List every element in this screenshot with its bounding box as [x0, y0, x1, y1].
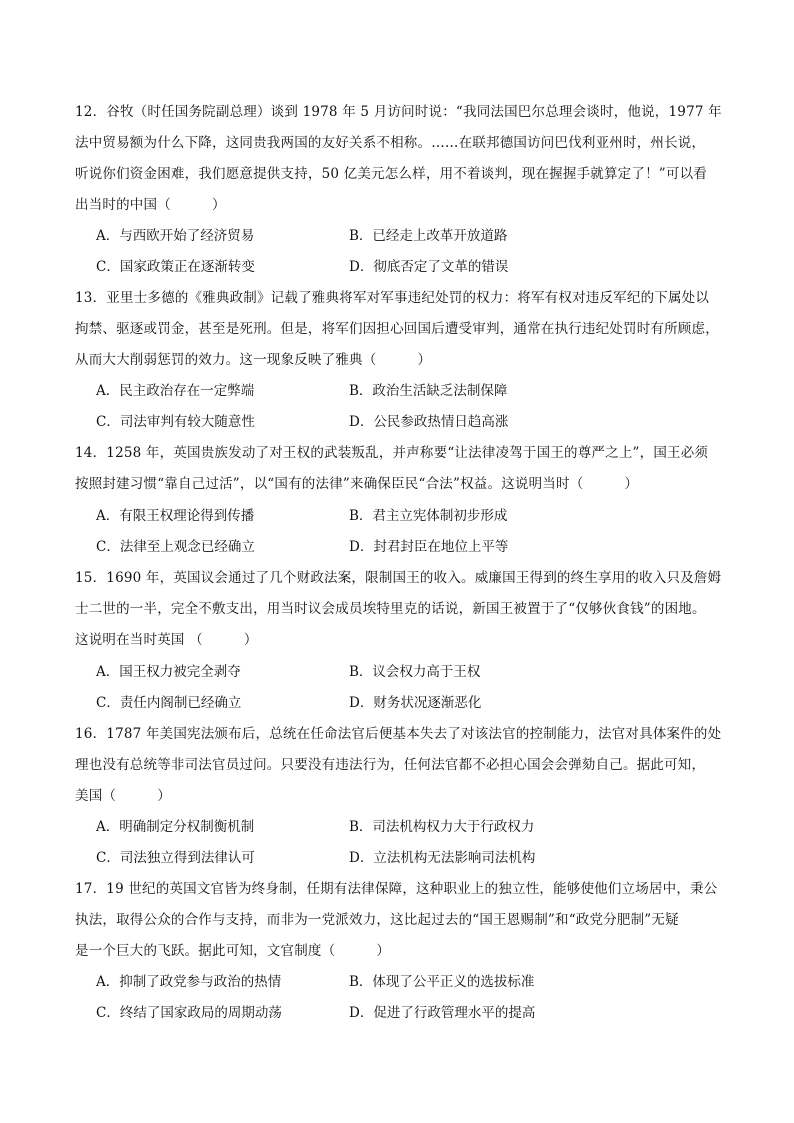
option-d: D．促进了行政管理水平的提高 [349, 1005, 536, 1021]
question-14-stem [75, 438, 725, 500]
question-13-options [96, 376, 696, 438]
option-b: B．议会权力高于王权 [349, 664, 481, 680]
question-text-line: 理也没有总统等非司法官员过问。只要没有违法行为，任何法官都不必担心国会会弹劾自己。据此可知， [75, 757, 706, 773]
question-12-stem [75, 97, 725, 221]
question-17-stem [75, 874, 725, 967]
question-15-options [96, 657, 696, 719]
option-c: C．司法审判有较大随意性 [96, 414, 255, 430]
question-text-line: 17．19 世纪的英国文官皆为终身制，任期有法律保障，这种职业上的独立性，能够使他们立场居中，秉公 [75, 881, 718, 897]
option-a: A．民主政治存在一定弊端 [96, 383, 255, 399]
option-a: A．有限王权理论得到传播 [96, 508, 255, 524]
option-d: D．财务状况逐渐恶化 [349, 695, 482, 711]
option-b: B．体现了公平正义的选拔标准 [349, 974, 535, 990]
question-text-line: 是一个巨大的飞跃。据此可知，文官制度（ ） [75, 943, 391, 959]
question-text-line: 出当时的中国（ ） [75, 197, 226, 213]
option-a: A．国王权力被完全剥夺 [96, 664, 241, 680]
option-d: D．封君封臣在地位上平等 [349, 539, 509, 555]
question-12-options [96, 221, 696, 283]
question-13-stem [75, 283, 725, 376]
question-16-stem [75, 719, 725, 812]
question-text-line: 12．谷牧（时任国务院副总理）谈到 1978 年 5 月访问时说：“我同法国巴尔总理会谈时，他说，1977 年 [75, 104, 722, 120]
option-c: C．国家政策正在逐渐转变 [96, 259, 255, 275]
option-c: C．责任内阁制已经确立 [96, 695, 242, 711]
question-text-line: 按照封建习惯“靠自己过活”，以“国有的法律”来确保臣民“合法”权益。这说明当时（ ） [75, 476, 639, 492]
option-d: D．彻底否定了文革的错误 [349, 259, 509, 275]
question-text-line: 法中贸易额为什么下降，这同贵我两国的友好关系不相称。……在联邦德国访问巴伐利亚州时，州长说， [75, 135, 706, 151]
question-text-line: 14．1258 年，英国贵族发动了对王权的武装叛乱，并声称要“让法律凌驾于国王的尊严之上”，国王必须 [75, 445, 709, 461]
question-16-options [96, 812, 696, 874]
option-b: B．政治生活缺乏法制保障 [349, 383, 508, 399]
question-15-stem [75, 563, 725, 656]
option-a: A．与西欧开始了经济贸易 [96, 228, 255, 244]
question-text-line: 拘禁、驱逐或罚金，甚至是死刑。但是，将军们因担心回国后遭受审判，通常在执行违纪处罚时有所顾虑， [75, 321, 719, 337]
question-text-line: 这说明在当时英国 （ ） [75, 632, 258, 648]
question-text-line: 美国（ ） [75, 788, 171, 804]
option-a: A．明确制定分权制衡机制 [96, 819, 255, 835]
question-text-line: 听说你们资金困难，我们愿意提供支持，50 亿美元怎么样，用不着谈判，现在握握手就算定了！”可以看 [75, 166, 707, 182]
question-text-line: 执法，取得公众的合作与支持，而非为一党派效力，这比起过去的“国王恩赐制”和“政党分肥制”无疑 [75, 912, 679, 928]
question-17-options [96, 967, 696, 1029]
option-c: C．法律至上观念已经确立 [96, 539, 255, 555]
option-c: C．终结了国家政局的周期动荡 [96, 1005, 282, 1021]
question-text-line: 13．亚里士多德的《雅典政制》记载了雅典将军对军事违纪处罚的权力：将军有权对违反军纪的下属处以 [75, 290, 710, 306]
option-b: B．君主立宪体制初步形成 [349, 508, 508, 524]
question-text-line: 从而大大削弱惩罚的效力。这一现象反映了雅典（ ） [75, 352, 432, 368]
question-text-line: 16．1787 年美国宪法颁布后，总统在任命法官后便基本失去了对该法官的控制能力，法官对具体案件的处 [75, 726, 722, 742]
option-b: B．已经走上改革开放道路 [349, 228, 508, 244]
option-b: B．司法机构权力大于行政权力 [349, 819, 535, 835]
option-d: D．公民参政热情日趋高涨 [349, 414, 509, 430]
question-14-options [96, 501, 696, 563]
option-d: D．立法机构无法影响司法机构 [349, 850, 536, 866]
question-text-line: 士二世的一半，完全不敷支出，用当时议会成员埃特里克的话说，新国王被置于了“仅够伙食钱”的困地。 [75, 601, 706, 617]
question-text-line: 15．1690 年，英国议会通过了几个财政法案，限制国王的收入。威廉国王得到的终生享用的收入只及詹姆 [75, 570, 722, 586]
option-a: A．抑制了政党参与政治的热情 [96, 974, 282, 990]
option-c: C．司法独立得到法律认可 [96, 850, 255, 866]
